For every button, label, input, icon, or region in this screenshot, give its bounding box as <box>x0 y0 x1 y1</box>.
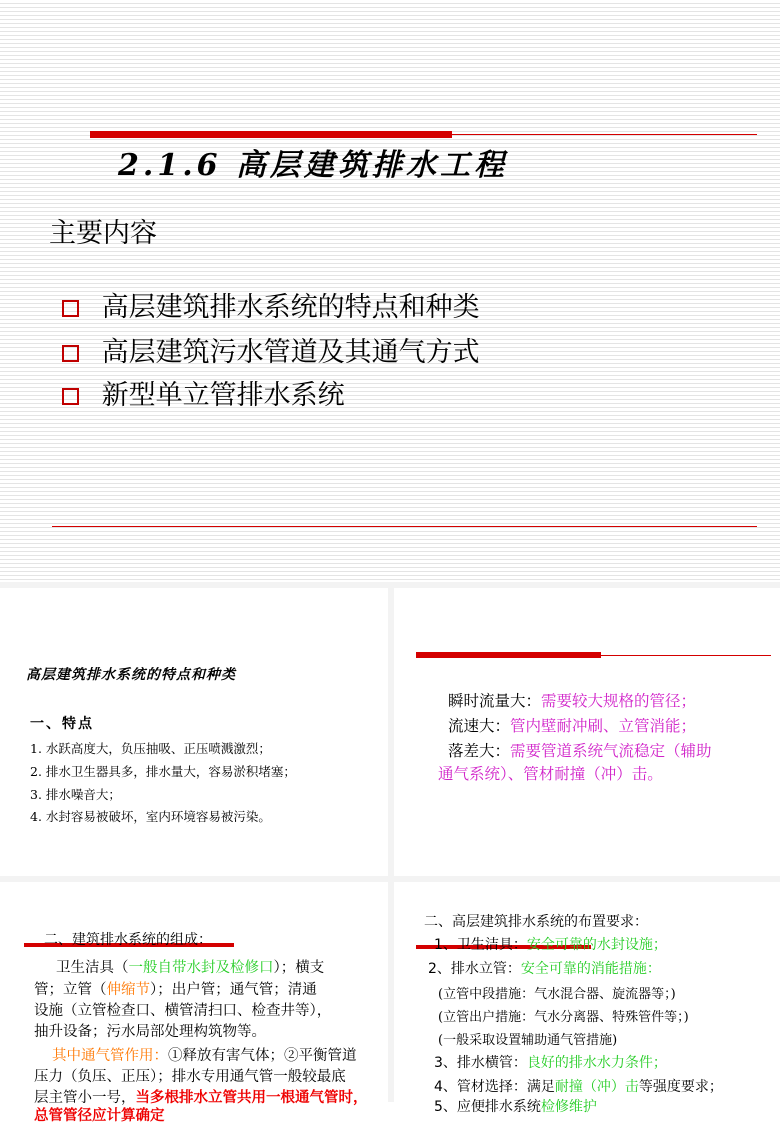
text-run: 耐撞（冲）击 <box>554 1079 639 1095</box>
requirement-line: (立管中段措施：气水混合器、旋流器等；) <box>438 987 676 1002</box>
contents-item <box>62 285 480 324</box>
contents-item-label: 高层建筑污水管道及其通气方式 <box>101 337 480 368</box>
text-run: ）；出户管；通气管；清通 <box>150 982 317 998</box>
text-run: 4、管材选择：满足 <box>434 1079 555 1095</box>
checkbox-icon <box>62 388 79 405</box>
composition-line: 设施（立管检查口、横管清扫口、检查井等）， <box>34 1003 332 1019</box>
requirement-line <box>434 1096 597 1116</box>
flow-line <box>448 714 696 736</box>
slide-layout-requirements <box>394 882 780 1115</box>
text-run: 伸缩节 <box>106 982 150 998</box>
composition-line: 抽升设备；污水局部处理构筑物等。 <box>34 1024 266 1040</box>
flow-value: 需要较大规格的管径； <box>541 692 697 710</box>
flow-value: 通气系统）、 <box>438 765 524 783</box>
composition-line: 压力（负压、正压）；排水专用通气管一般较最底 <box>34 1069 346 1085</box>
requirement-line <box>434 1076 723 1096</box>
feature-point: 4. 水封容易被破坏，室内环境容易被污染。 <box>30 809 271 824</box>
slide-flow-characteristics <box>394 588 780 876</box>
flow-label: 流速大： <box>448 717 511 735</box>
feature-point: 1. 水跃高度大，负压抽吸、正压喷溅激烈； <box>30 741 271 756</box>
composition-line <box>34 978 317 999</box>
slide-features <box>0 588 388 876</box>
title-rule-line <box>601 655 771 656</box>
text-run: 等强度要求； <box>638 1079 723 1095</box>
text-run: 管；立管（ <box>34 982 107 998</box>
text-run: 卫生洁具（ <box>56 960 129 976</box>
text-run: 检修维护 <box>540 1099 597 1115</box>
text-run: 其中通气管作用： <box>52 1048 168 1064</box>
contents-item <box>62 373 345 412</box>
flow-value: 管内壁耐冲刷、立管消能； <box>510 717 697 735</box>
text-run: 安全可靠的水封设施； <box>526 937 667 953</box>
text-run: 当多根排水立管共用一根通气管时， <box>135 1089 368 1106</box>
title-accent-bar <box>416 652 601 658</box>
composition-line <box>56 956 324 977</box>
text-run: 安全可靠的消能措施： <box>520 961 661 977</box>
flow-line <box>448 689 696 711</box>
text-run: 良好的排水水力条件； <box>526 1055 667 1071</box>
flow-line-continuation <box>438 762 663 784</box>
requirement-line: (立管出户措施：气水分离器、特殊管件等；) <box>438 1010 689 1025</box>
text-run: 层主管小一号， <box>34 1090 136 1106</box>
requirement-line <box>434 1052 667 1072</box>
requirement-line <box>434 934 667 954</box>
flow-label: 瞬时流量大： <box>448 692 542 710</box>
requirement-line <box>428 958 661 978</box>
text-run: ①释放有害气体；②平衡管道 <box>168 1048 357 1064</box>
text-run: 一般自带水封及检修口 <box>128 960 274 976</box>
checkbox-icon <box>62 300 79 317</box>
text-run: ）；横支 <box>273 960 325 976</box>
contents-item-label: 高层建筑排水系统的特点和种类 <box>101 292 480 323</box>
checkbox-icon <box>62 345 79 362</box>
composition-line: 总管管径应计算确定 <box>34 1107 165 1124</box>
text-run: 3、排水横管： <box>434 1055 527 1071</box>
slide-title: 2.1.6 高层建筑排水工程 <box>118 148 508 183</box>
title-accent-bar <box>90 131 452 138</box>
slide-title: 高层建筑排水系统的特点和种类 <box>26 667 236 683</box>
contents-heading: 主要内容 <box>49 218 157 249</box>
flow-label: 落差大： <box>448 742 511 760</box>
text-run: 2、排水立管： <box>428 961 521 977</box>
contents-item <box>62 330 480 369</box>
flow-value: 管材耐撞（冲）击。 <box>523 765 663 783</box>
composition-line <box>52 1044 357 1065</box>
feature-point: 2. 排水卫生器具多，排水量大，容易淤积堵塞； <box>30 764 296 779</box>
contents-item-label: 新型单立管排水系统 <box>101 380 345 411</box>
flow-value: 需要管道系统气流稳定（辅助 <box>510 742 712 760</box>
slide-system-composition <box>0 882 388 1124</box>
title-rule-line <box>452 134 757 135</box>
text-run: 5、应便排水系统 <box>434 1099 541 1115</box>
feature-point: 3. 排水噪音大； <box>30 787 121 802</box>
section-heading: 二、高层建筑排水系统的布置要求： <box>424 914 648 930</box>
flow-line <box>448 739 712 761</box>
section-heading: 二、建筑排水系统的组成： <box>44 932 212 948</box>
bottom-rule-line <box>52 526 757 527</box>
section-heading: 一、特点 <box>30 716 94 732</box>
requirement-line: (一般采取设置辅助通气管措施) <box>438 1033 618 1048</box>
text-run: 1、卫生洁具： <box>434 937 527 953</box>
